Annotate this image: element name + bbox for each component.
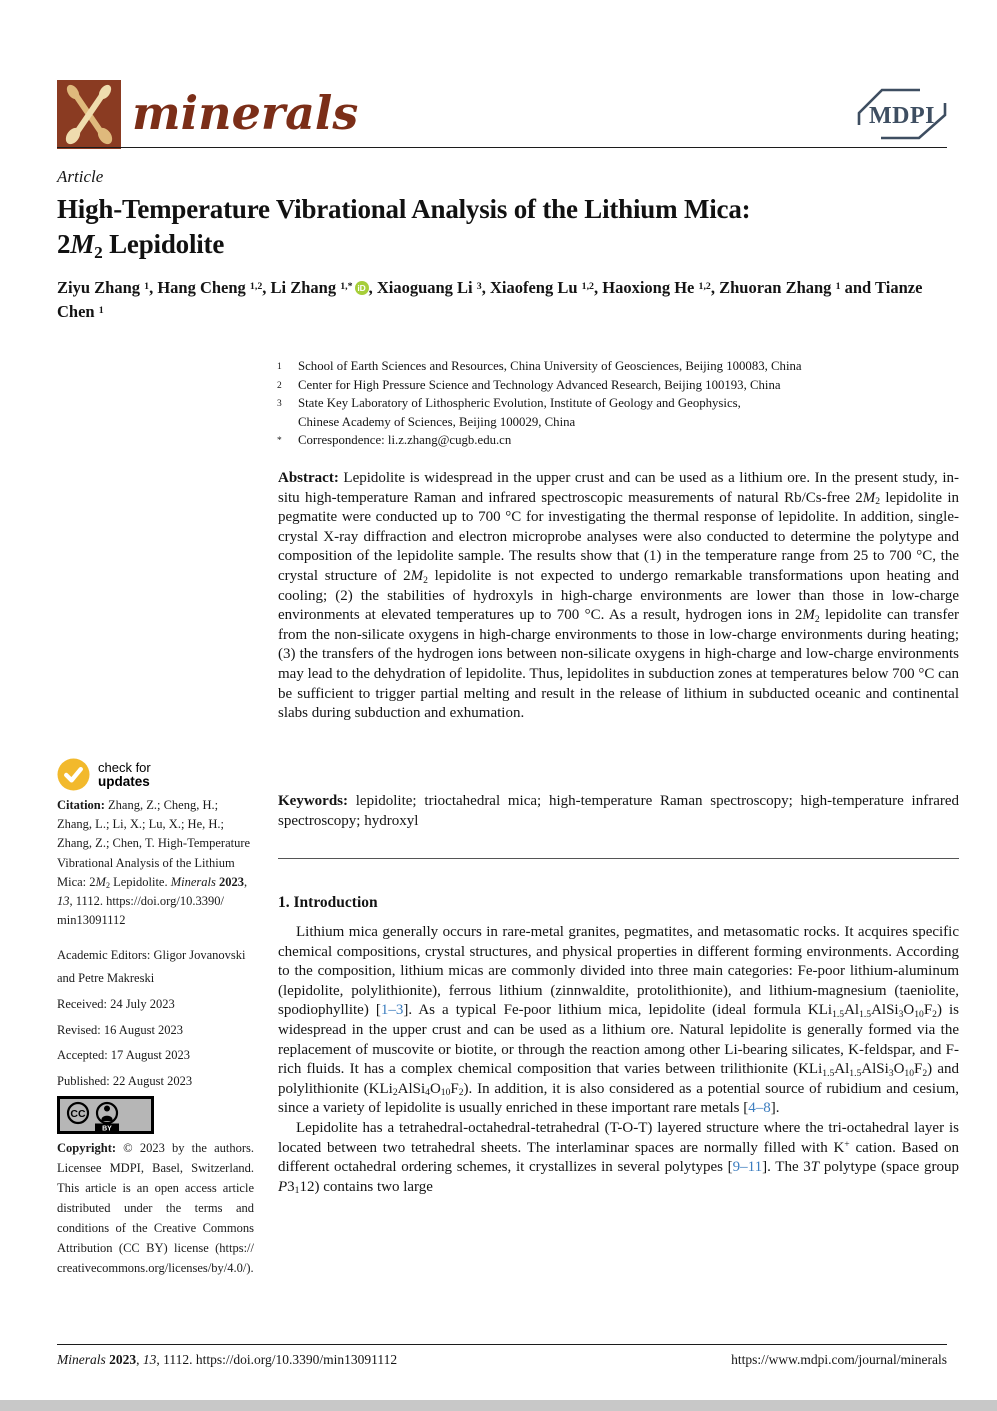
paragraph: Lepidolite has a tetrahedral-octahedral-tetrahedral (T-O-T) layered structure where the tri-octahedral layer is located between two tetrahedral sheets. The interlaminar spaces are normally filled with K+ cation. Based on different octahedral ordering schemes, it crystallizes in several polytypes [9–11]. The 3T polytype (space group $P3_112$) contains two large	[278, 1119, 959, 1197]
header-rule	[57, 147, 947, 148]
check-for-updates-line2: updates	[98, 773, 150, 789]
footer	[57, 1352, 947, 1368]
keywords-text: lepidolite; trioctahedral mica; high-temperature Raman spectroscopy; high-temperature infrared spectroscopy; hydroxyl	[278, 793, 960, 829]
crossed-tools-icon	[57, 80, 121, 149]
reference-link[interactable]: 4–8	[748, 1100, 771, 1117]
date-published: Published: 22 August 2023	[57, 1073, 193, 1088]
cc-license-badge[interactable]	[57, 1096, 154, 1134]
email-link[interactable]: li.z.zhang@cugb.edu.cn	[387, 433, 512, 447]
article-dates	[57, 992, 254, 1094]
footer-rule	[57, 1344, 947, 1345]
keywords	[278, 792, 959, 831]
affiliation-marker: 3	[277, 399, 282, 409]
mdpi-logo-text: MDPI	[869, 103, 935, 129]
affiliation-row	[277, 376, 961, 395]
by-tab-label: BY	[102, 1125, 112, 1133]
authors-text: Ziyu Zhang $^1$, Hang Cheng $^{1,2}$, Li Zhang $^{1,*}$	[57, 278, 353, 297]
footer-journal-url[interactable]: https://www.mdpi.com/journal/minerals	[731, 1352, 947, 1367]
mdpi-logo	[856, 85, 948, 143]
article-title: High-Temperature Vibrational Analysis of the Lithium Mica: $2M_2$ Lepidolite	[57, 194, 751, 262]
doi-link[interactable]: https://doi.org/10.3390/min13091112	[57, 894, 224, 928]
affiliation-row	[277, 357, 961, 376]
affiliation-text: School of Earth Sciences and Resources, China University of Geosciences, Beijing 100083, China	[298, 359, 802, 373]
affiliation-marker: *	[277, 436, 282, 446]
date-received: Received: 24 July 2023	[57, 997, 175, 1011]
article-type-label: Article	[57, 167, 104, 186]
citation: Citation: Zhang, Z.; Cheng, H.; Zhang, L.; Li, X.; Lu, X.; He, H.; Zhang, Z.; Chen, T. High-Temperature Vibrational Analysis of the Lithium Mica: $2M_2$ Lepidolite. Minerals 2023, 13, 1112. https://doi.org/10.3390/min13091112	[57, 798, 251, 928]
affiliation-marker: 2	[277, 380, 282, 391]
date-accepted: Accepted: 17 August 2023	[57, 1048, 190, 1062]
abstract-text: Lepidolite is widespread in the upper crust and can be used as a lithium ore. In the present study, in-situ high-temperature Raman and infrared spectroscopic measurements of natural Rb/Cs-free $2M_2$ lepidolite in pegmatite were conducted up to 700 °C for investigating the thermal response of lepidolite. In addition, single-crystal X-ray diffraction and electron microprobe analyses were also conducted to determine the polytype and composition of the lepidolite sample. The results show that (1) in the temperature range from 25 to 700 °C, the crystal structure of $2M_2$ lepidolite is not expected to undergo remarkable transformations upon heating and cooling; (2) the stabilities of hydroxyls in high-charge environments are lower than those in low-charge environments at elevated temperatures up to 700 °C. As a result, hydrogen ions in $2M_2$ lepidolite can transfer from the non-silicate oxygens in high-charge environments to those in low-charge environments during heating; (3) the transfers of the hydrogen ions between non-silicate oxygens in high-charge and low-charge environments may lead to the dehydration of lepidolite. Thus, lepidolites in subduction zones at temperatures below 700 °C can be sufficient to trigger partial melting and result in the release of lithium in subducted oceanic and continental slabs during subduction and exhumation.	[278, 470, 960, 722]
introduction-section	[278, 894, 959, 1197]
affiliation-text: Center for High Pressure Science and Technology Advanced Research, Beijing 100193, China	[298, 377, 781, 392]
affiliation-row	[277, 394, 961, 431]
academic-editors: Academic Editors: Gligor Jovanovski and Petre Makreski	[57, 948, 246, 985]
date-revised: Revised: 16 August 2023	[57, 1022, 184, 1037]
affiliation-text: State Key Laboratory of Lithospheric Evolution, Institute of Geology and Geophysics, Chinese Academy of Sciences, Beijing 100029, China	[298, 396, 741, 429]
abstract-label: Abstract:	[278, 470, 339, 486]
paragraph: Lithium mica generally occurs in rare-metal granites, pegmatites, and metasomatic rocks. It acquires specific chemical compositions, crystal structures, and physical properties in different forming environments. According to the composition, lithium micas are commonly divided into three main categories: Fe-poor lithium-aluminum (lepidolite, polylithionite), ferrous lithium (zinnwaldite, protolithionite), and lithium-magnesium (taeniolite, spodiophyllite) [1–3]. As a typical Fe-poor lithium mica, lepidolite (ideal formula $KLi_{1.5}Al_{1.5}AlSi_3O_{10}F_2$) is widespread in the upper crust and can be used as a lithium ore. Natural lepidolite is generally formed via the replacement of muscovite or biotite, or through the reaction among other Li-bearing silicates, K-feldspar, and F-rich fluids. It has a complex chemical composition that varies between trilithionite $(KLi_{1.5}Al_{1.5}AlSi_3O_{10}F_2)$ and polylithionite $(KLi_2AlSi_4O_{10}F_2)$. In addition, it is also considered as a potential source of rubidium and cesium, since a variety of lepidolite is usually enriched in these important rare metals [4–8].	[278, 924, 960, 1117]
affiliation-text: Correspondence: li.z.zhang@cugb.edu.cn	[298, 433, 512, 447]
page-bottom-edge	[0, 1400, 997, 1411]
authors-line	[57, 276, 952, 324]
check-for-updates-button[interactable]	[57, 758, 151, 791]
journal-wordmark: minerals	[132, 86, 359, 140]
abstract	[278, 469, 959, 724]
keywords-divider	[278, 858, 959, 859]
orcid-icon[interactable]: iD	[355, 281, 369, 295]
reference-link[interactable]: 1–3	[380, 1002, 404, 1019]
check-for-updates-label	[98, 761, 151, 789]
affiliation-marker: 1	[277, 362, 282, 372]
keywords-label: Keywords:	[278, 793, 348, 809]
minerals-logo	[57, 80, 121, 149]
copyright: Copyright: © 2023 by the authors. Licensee MDPI, Basel, Switzerland. This article is an open access article distributed under the terms and conditions of the Creative Commons Attribution (CC BY) license (https://creativecommons.org/licenses/by/4.0/).	[57, 1141, 254, 1275]
footer-citation: Minerals 2023, 13, 1112. https://doi.org/10.3390/min13091112	[57, 1352, 398, 1367]
affiliations	[277, 357, 961, 450]
doi-link[interactable]: https://doi.org/10.3390/min13091112	[195, 1352, 398, 1367]
authors-text: , Xiaoguang Li $^3$, Xiaofeng Lu $^{1,2}$, Haoxiong He $^{1,2}$, Zhuoran Zhang $^1$ and Tianze Chen $^1$	[57, 278, 923, 321]
affiliation-row	[277, 431, 961, 450]
reference-link[interactable]: 9–11	[732, 1159, 763, 1176]
section-heading: 1. Introduction	[278, 894, 378, 911]
check-for-updates-line1: check for	[98, 759, 151, 775]
check-icon	[57, 758, 90, 791]
svg-text:CC: CC	[70, 1107, 86, 1120]
